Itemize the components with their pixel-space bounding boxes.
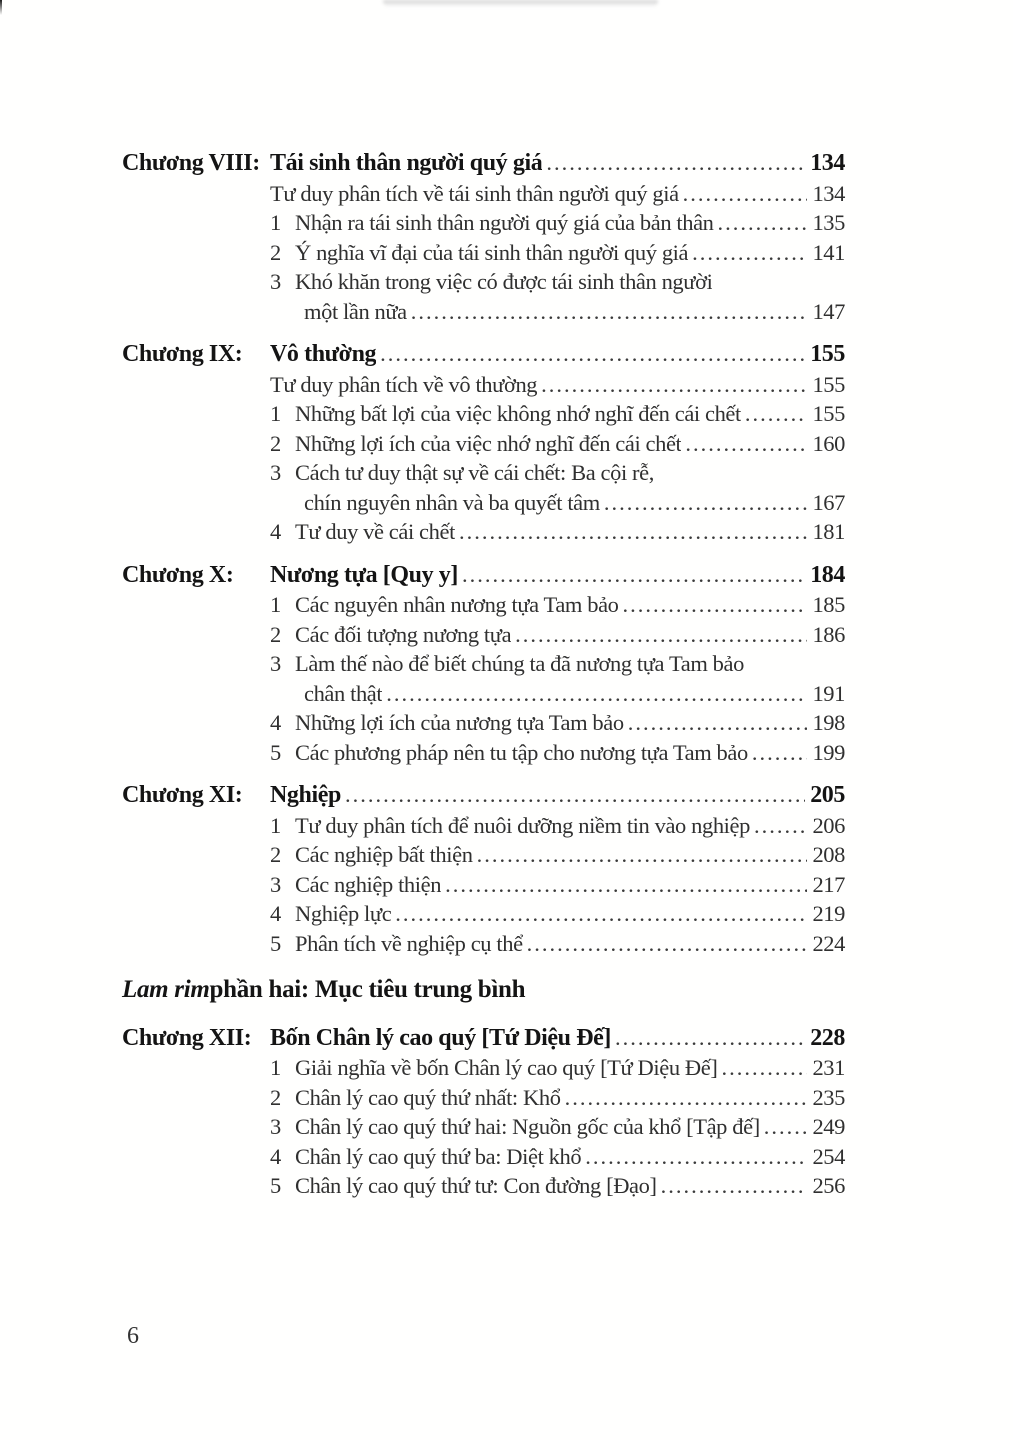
dot-leader bbox=[628, 708, 808, 738]
entry-number: 4 bbox=[270, 519, 281, 544]
toc-entry bbox=[270, 1171, 845, 1201]
entry-number: 2 bbox=[270, 239, 281, 265]
scan-edge-artifact bbox=[0, 0, 2, 15]
entry-page-number: 181 bbox=[812, 519, 845, 544]
entry-text: Các phương pháp nên tu tập cho nương tựa Tam bảo bbox=[295, 739, 748, 765]
toc-entry bbox=[270, 517, 845, 547]
entry-number: 3 bbox=[270, 871, 281, 897]
dot-leader bbox=[623, 590, 808, 620]
dot-leader bbox=[386, 679, 807, 709]
entry-page-number: 217 bbox=[812, 871, 845, 897]
chapter-label: Chương XII: bbox=[122, 1024, 252, 1051]
entry-text: Phân tích về nghiệp cụ thể bbox=[295, 930, 523, 956]
entry-text: Những lợi ích của việc nhớ nghĩ đến cái chết bbox=[295, 430, 682, 456]
entry-text: Các nghiệp thiện bbox=[295, 871, 442, 897]
entry-number: 1 bbox=[270, 210, 281, 235]
chapter-heading-row bbox=[122, 1023, 845, 1054]
scan-shadow-artifact bbox=[383, 0, 658, 7]
toc-entry bbox=[270, 267, 845, 297]
entry-text: Tư duy phân tích về vô thường bbox=[270, 371, 538, 397]
entry-text: chân thật bbox=[304, 680, 383, 706]
chapter-title: Tái sinh thân người quý giá bbox=[270, 150, 543, 176]
chapter-page-number: 205 bbox=[810, 782, 845, 808]
entry-page-number: 198 bbox=[812, 710, 845, 735]
toc-entry bbox=[270, 899, 845, 929]
dot-leader bbox=[565, 1083, 808, 1113]
dot-leader bbox=[395, 899, 807, 929]
toc-entry bbox=[270, 840, 845, 870]
entry-number: 3 bbox=[270, 460, 281, 485]
dot-leader bbox=[477, 840, 808, 870]
part-heading-italic: Lam rim bbox=[122, 976, 210, 1003]
toc-entry bbox=[270, 1112, 845, 1142]
entry-text: Những lợi ích của nương tựa Tam bảo bbox=[295, 710, 624, 735]
toc-chapter bbox=[122, 780, 845, 958]
entry-page-number: 185 bbox=[812, 592, 845, 617]
toc-entry bbox=[270, 399, 845, 429]
toc-entry bbox=[270, 811, 845, 841]
dot-leader bbox=[380, 339, 805, 369]
toc-entry bbox=[270, 620, 845, 650]
dot-leader bbox=[721, 1053, 807, 1083]
entry-number: 2 bbox=[270, 430, 281, 456]
entry-text: Khó khăn trong việc có được tái sinh thân người bbox=[295, 269, 713, 294]
entry-text: Cách tư duy thật sự về cái chết: Ba cội rễ, bbox=[295, 460, 654, 485]
toc-chapter bbox=[122, 148, 845, 326]
entry-number: 4 bbox=[270, 1143, 281, 1169]
table-of-contents bbox=[122, 148, 845, 1201]
chapter-heading-body bbox=[270, 560, 845, 591]
entry-number: 3 bbox=[270, 1114, 281, 1139]
entry-number: 2 bbox=[270, 842, 281, 867]
entry-page-number: 155 bbox=[812, 401, 845, 426]
entry-page-number: 219 bbox=[812, 901, 845, 926]
entry-text: Chân lý cao quý thứ nhất: Khổ bbox=[295, 1084, 561, 1110]
chapter-title: Vô thường bbox=[270, 341, 377, 367]
dot-leader bbox=[459, 517, 808, 547]
chapter-heading-body bbox=[270, 780, 845, 811]
chapter-page-number: 155 bbox=[810, 341, 845, 367]
dot-leader bbox=[752, 738, 808, 768]
entry-page-number: 191 bbox=[812, 680, 845, 706]
dot-leader bbox=[764, 1112, 808, 1142]
entry-text: Nghiệp lực bbox=[295, 901, 392, 926]
chapter-label: Chương IX: bbox=[122, 341, 243, 367]
toc-entry bbox=[270, 590, 845, 620]
chapter-heading-row bbox=[122, 339, 845, 370]
entry-text: Những bất lợi của việc không nhớ nghĩ đến cái chết bbox=[295, 401, 741, 426]
entry-text: chín nguyên nhân và ba quyết tâm bbox=[304, 489, 600, 515]
chapter-title: Nương tựa [Quy y] bbox=[270, 561, 458, 588]
entry-page-number: 135 bbox=[812, 210, 845, 235]
entry-page-number: 231 bbox=[812, 1055, 845, 1080]
entry-number: 1 bbox=[270, 812, 281, 838]
entry-page-number: 256 bbox=[812, 1173, 845, 1198]
chapter-title: Bốn Chân lý cao quý [Tứ Diệu Đế] bbox=[270, 1024, 611, 1051]
chapter-heading-body bbox=[270, 339, 845, 370]
entry-page-number: 208 bbox=[812, 842, 845, 867]
dot-leader bbox=[411, 297, 808, 327]
entry-number: 1 bbox=[270, 401, 281, 426]
entry-number: 3 bbox=[270, 651, 281, 676]
dot-leader bbox=[661, 1171, 808, 1201]
entry-page-number: 224 bbox=[812, 930, 845, 956]
dot-leader bbox=[692, 238, 807, 268]
entry-page-number: 249 bbox=[812, 1114, 845, 1139]
entry-page-number: 254 bbox=[812, 1143, 845, 1169]
entry-text: Tư duy phân tích về tái sinh thân người quý giá bbox=[270, 180, 679, 206]
entry-page-number: 235 bbox=[812, 1084, 845, 1110]
dot-leader bbox=[604, 488, 808, 518]
toc-entry bbox=[270, 370, 845, 400]
entry-text: Các nguyên nhân nương tựa Tam bảo bbox=[295, 592, 619, 617]
dot-leader bbox=[683, 179, 808, 209]
toc-entry bbox=[270, 429, 845, 459]
chapter-heading-body bbox=[270, 1023, 845, 1054]
entry-number: 4 bbox=[270, 901, 281, 926]
entry-text: Giải nghĩa về bốn Chân lý cao quý [Tứ Diệu Đế] bbox=[295, 1055, 718, 1080]
entry-text: Chân lý cao quý thứ hai: Nguồn gốc của khổ [Tập đế] bbox=[295, 1114, 760, 1139]
entry-text: Tư duy phân tích để nuôi dưỡng niềm tin vào nghiệp bbox=[295, 812, 750, 838]
dot-leader bbox=[685, 429, 807, 459]
entry-text: Nhận ra tái sinh thân người quý giá của bản thân bbox=[295, 210, 714, 235]
entry-page-number: 167 bbox=[812, 489, 845, 515]
toc-entry bbox=[270, 1083, 845, 1113]
chapter-label: Chương XI: bbox=[122, 782, 243, 808]
entry-text: một lần nữa bbox=[304, 298, 407, 324]
entry-page-number: 186 bbox=[812, 621, 845, 647]
entry-text: Chân lý cao quý thứ tư: Con đường [Đạo] bbox=[295, 1173, 657, 1198]
entry-text: Ý nghĩa vĩ đại của tái sinh thân người quý giá bbox=[295, 239, 689, 265]
entry-number: 5 bbox=[270, 1173, 281, 1198]
toc-chapter bbox=[122, 339, 845, 547]
part-heading bbox=[122, 975, 845, 1005]
toc-entry bbox=[270, 708, 845, 738]
chapter-heading-row bbox=[122, 148, 845, 179]
entry-text: Các nghiệp bất thiện bbox=[295, 842, 473, 867]
entry-page-number: 134 bbox=[812, 180, 845, 206]
dot-leader bbox=[445, 870, 807, 900]
entry-text: Làm thế nào để biết chúng ta đã nương tựa Tam bảo bbox=[295, 651, 744, 676]
entry-number: 3 bbox=[270, 269, 281, 294]
toc-entry bbox=[304, 488, 845, 518]
entry-page-number: 147 bbox=[812, 298, 845, 324]
toc-entry bbox=[304, 679, 845, 709]
dot-leader bbox=[615, 1023, 805, 1053]
toc-entry bbox=[270, 179, 845, 209]
chapter-page-number: 134 bbox=[810, 150, 845, 176]
chapter-heading-row bbox=[122, 780, 845, 811]
chapter-title: Nghiệp bbox=[270, 782, 341, 808]
chapter-label: Chương VIII: bbox=[122, 150, 260, 176]
entry-text: Tư duy về cái chết bbox=[295, 519, 455, 544]
toc-entry bbox=[270, 870, 845, 900]
chapter-page-number: 228 bbox=[810, 1024, 845, 1051]
toc-entry bbox=[304, 297, 845, 327]
chapter-label: Chương X: bbox=[122, 561, 234, 588]
dot-leader bbox=[718, 208, 808, 238]
chapter-page-number: 184 bbox=[810, 561, 845, 588]
chapter-heading-row bbox=[122, 560, 845, 591]
dot-leader bbox=[585, 1142, 807, 1172]
dot-leader bbox=[546, 148, 805, 178]
toc-entry bbox=[270, 649, 845, 679]
toc-entry bbox=[270, 458, 845, 488]
entry-page-number: 155 bbox=[812, 371, 845, 397]
entry-number: 2 bbox=[270, 1084, 281, 1110]
entry-page-number: 199 bbox=[812, 739, 845, 765]
toc-entry bbox=[270, 208, 845, 238]
dot-leader bbox=[515, 620, 807, 650]
entry-number: 1 bbox=[270, 592, 281, 617]
entry-page-number: 206 bbox=[812, 812, 845, 838]
entry-number: 5 bbox=[270, 930, 281, 956]
page-number-footer: 6 bbox=[127, 1323, 139, 1349]
entry-text: Chân lý cao quý thứ ba: Diệt khổ bbox=[295, 1143, 582, 1169]
entry-page-number: 141 bbox=[812, 239, 845, 265]
toc-chapter bbox=[122, 1023, 845, 1201]
toc-entry bbox=[270, 929, 845, 959]
entry-number: 1 bbox=[270, 1055, 281, 1080]
toc-entry bbox=[270, 238, 845, 268]
dot-leader bbox=[527, 929, 808, 959]
entry-page-number: 160 bbox=[812, 430, 845, 456]
dot-leader bbox=[754, 811, 807, 841]
toc-entry bbox=[270, 738, 845, 768]
toc-chapter bbox=[122, 560, 845, 768]
entry-text: Các đối tượng nương tựa bbox=[295, 621, 512, 647]
part-heading-text: phần hai: Mục tiêu trung bình bbox=[209, 976, 526, 1003]
dot-leader bbox=[541, 370, 807, 400]
dot-leader bbox=[462, 560, 805, 590]
dot-leader bbox=[345, 780, 805, 810]
chapter-heading-body bbox=[270, 148, 845, 179]
toc-entry bbox=[270, 1142, 845, 1172]
entry-number: 4 bbox=[270, 710, 281, 735]
dot-leader bbox=[745, 399, 808, 429]
entry-number: 2 bbox=[270, 621, 281, 647]
toc-entry bbox=[270, 1053, 845, 1083]
entry-number: 5 bbox=[270, 739, 281, 765]
